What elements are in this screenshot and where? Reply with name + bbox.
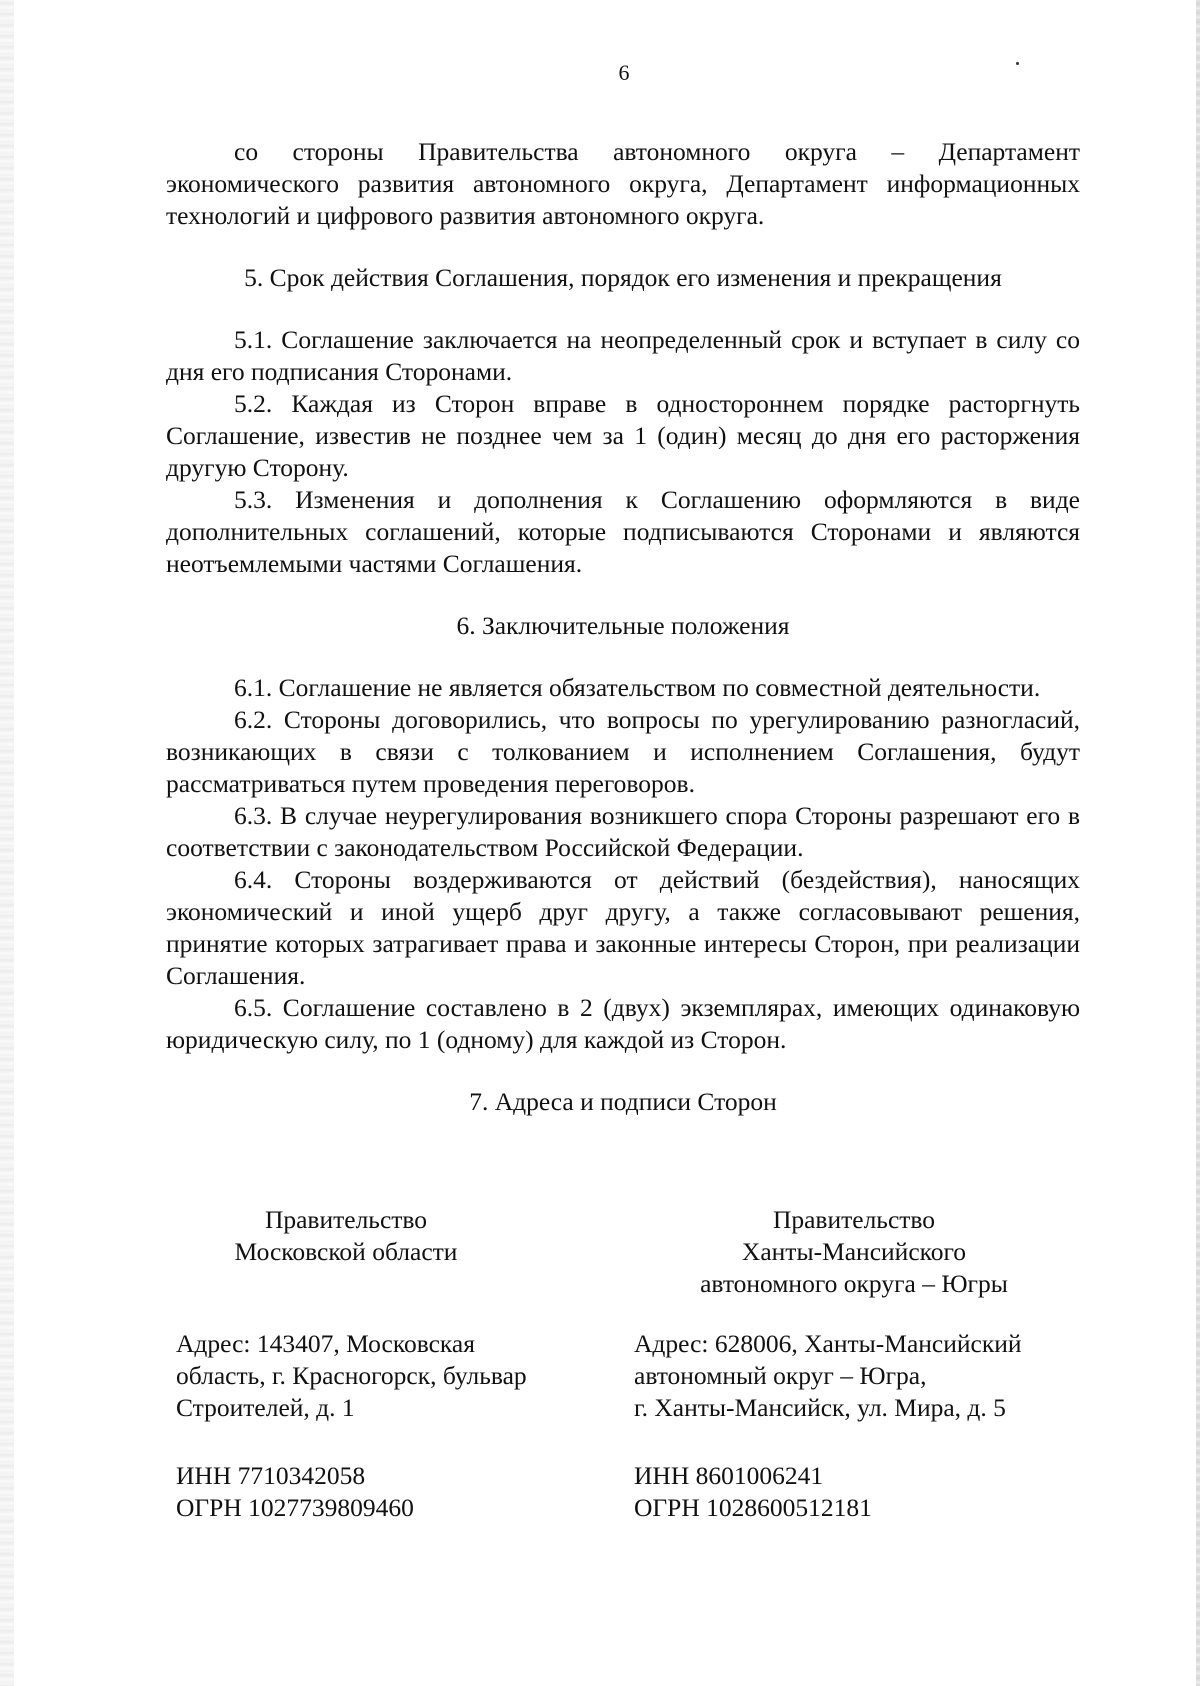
intro-paragraph: со стороны Правительства автономного округа – Департамент экономического развития автономного округа, Департамент информационных технологий и цифрового развития автономного округа.	[166, 137, 1080, 230]
paragraph-6-4: 6.4. Стороны воздерживаются от действий (бездействия), наносящих экономический и иной ущерб друг другу, а также согласовывают решения, принятие которых затрагивает права и законные интересы Сторон, при реализации Соглашения.	[166, 865, 1080, 990]
party-left-name-line: Правительство	[264, 1205, 428, 1234]
party-right-name-line: автономного округа – Югры	[700, 1269, 1008, 1298]
party-right-address-line: автономный округ – Югра,	[634, 1361, 927, 1390]
party-right-name-line: Ханты-Мансийского	[741, 1237, 967, 1266]
party-left-inn: ИНН 7710342058	[176, 1461, 366, 1490]
party-right-name-line: Правительство	[772, 1205, 936, 1234]
party-right-address-line: Адрес: 628006, Ханты-Мансийский	[634, 1329, 1022, 1358]
party-left-ids	[176, 1460, 616, 1524]
party-right-name	[634, 1204, 1074, 1300]
party-right-address	[634, 1328, 1074, 1424]
party-right	[634, 1204, 1074, 1522]
party-right-address-line: г. Ханты-Мансийск, ул. Мира, д. 5	[634, 1393, 1006, 1422]
paragraph-6-1: 6.1. Соглашение не является обязательством по совместной деятельности.	[234, 673, 1041, 702]
section-6-heading: 6. Заключительные положения	[456, 611, 790, 640]
paragraph-6-2: 6.2. Стороны договорились, что вопросы по урегулированию разногласий, возникающих в связи с толкованием и исполнением Соглашения, будут рассматриваться путем проведения переговоров.	[166, 705, 1080, 798]
party-left-address-line: область, г. Красногорск, бульвар	[176, 1361, 527, 1390]
party-left-address-line: Адрес: 143407, Московская	[176, 1329, 475, 1358]
paragraph-5-3: 5.3. Изменения и дополнения к Соглашению оформляются в виде дополнительных соглашений, которые подписываются Сторонами и являются неотъемлемыми частями Соглашения.	[166, 485, 1080, 578]
scan-edge-right	[1196, 0, 1200, 1686]
paragraph-6-5: 6.5. Соглашение составлено в 2 (двух) экземплярах, имеющих одинаковую юридическую силу, по 1 (одному) для каждой из Сторон.	[166, 993, 1080, 1054]
party-left-address	[176, 1328, 616, 1424]
paragraph-6-3: 6.3. В случае неурегулирования возникшего спора Стороны разрешают его в соответствии с законодательством Российской Федерации.	[166, 801, 1080, 862]
party-right-ogrn: ОГРН 1028600512181	[634, 1493, 872, 1522]
scan-speck	[1016, 62, 1019, 65]
party-left-name-line: Московской области	[234, 1237, 458, 1266]
party-left-name	[136, 1204, 556, 1268]
scan-edge-left	[0, 0, 14, 1686]
document-body	[166, 136, 1080, 1118]
party-left-address-line: Строителей, д. 1	[176, 1393, 355, 1422]
party-right-inn: ИНН 8601006241	[634, 1461, 824, 1490]
page-number: 6	[618, 60, 630, 85]
section-5-heading: 5. Срок действия Соглашения, порядок его изменения и прекращения	[244, 263, 1002, 292]
party-left-ogrn: ОГРН 1027739809460	[176, 1493, 414, 1522]
paragraph-5-2: 5.2. Каждая из Сторон вправе в одностороннем порядке расторгнуть Соглашение, известив не позднее чем за 1 (один) месяц до дня его расторжения другую Сторону.	[166, 389, 1080, 482]
paragraph-5-1: 5.1. Соглашение заключается на неопределенный срок и вступает в силу со дня его подписания Сторонами.	[166, 325, 1080, 386]
party-right-ids	[634, 1460, 1074, 1524]
section-7-heading: 7. Адреса и подписи Сторон	[469, 1087, 777, 1116]
party-left	[176, 1204, 596, 1522]
